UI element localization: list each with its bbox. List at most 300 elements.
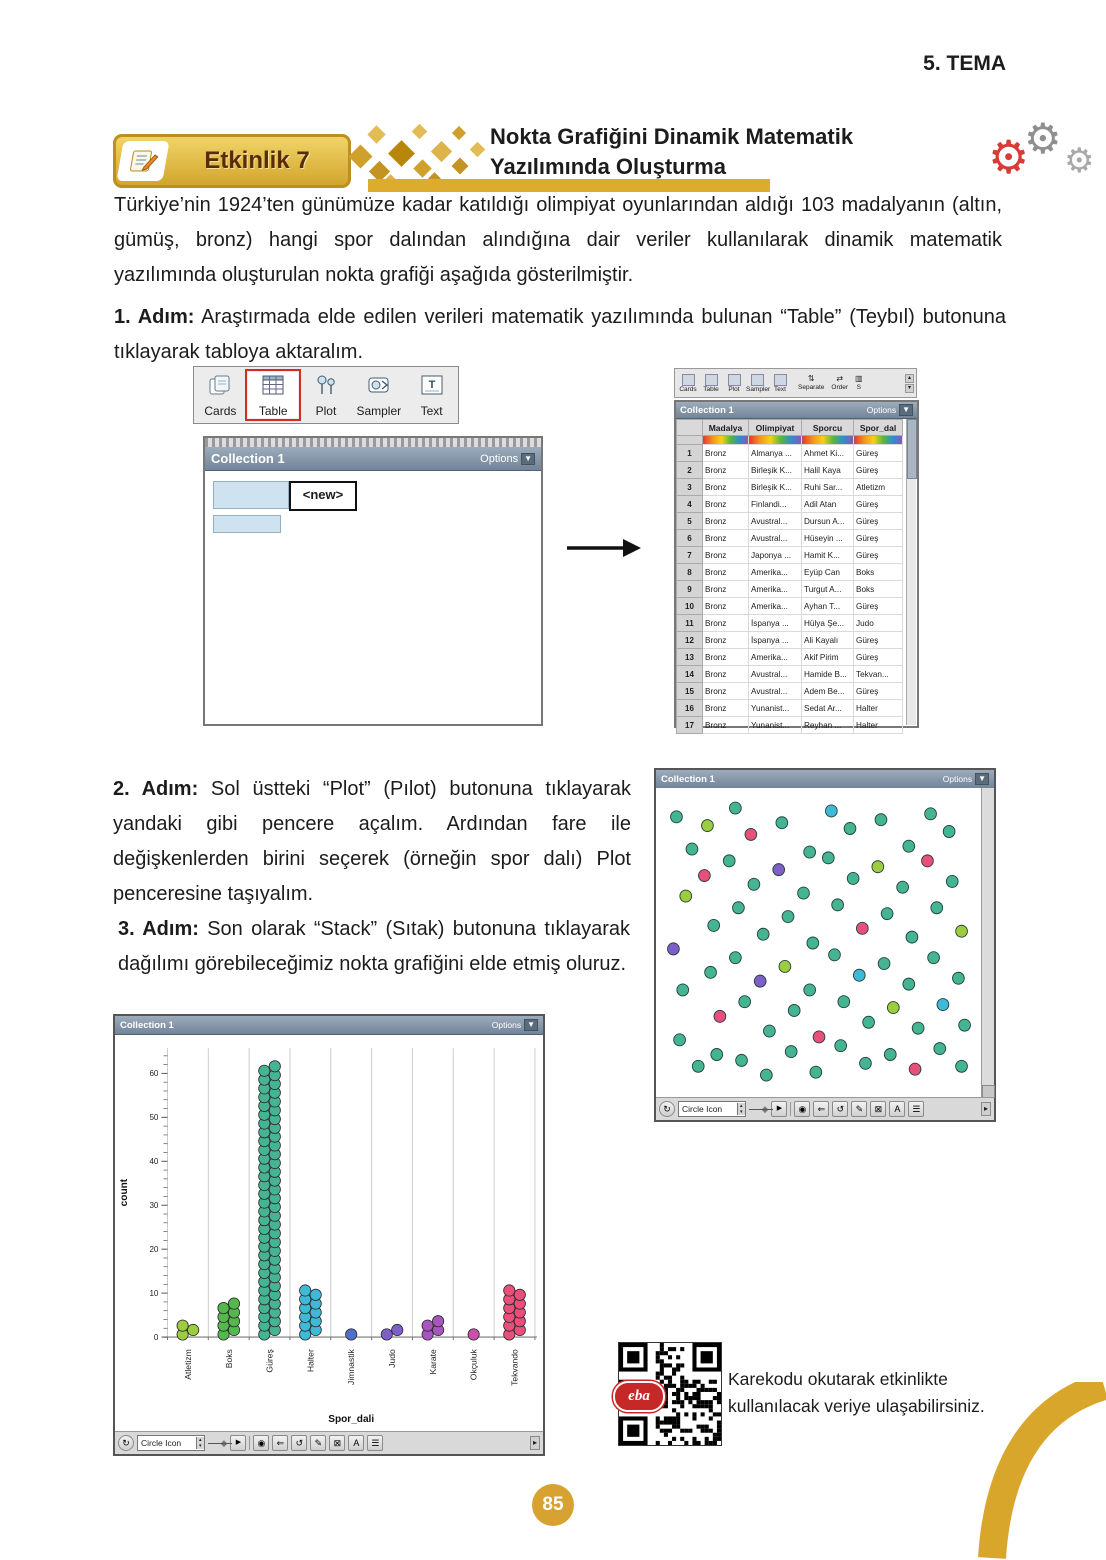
corner-arc-decoration — [978, 1382, 1106, 1560]
options-menu-button[interactable] — [867, 404, 913, 416]
case-dot[interactable] — [730, 952, 742, 964]
tool-button-pen[interactable]: ✎ — [310, 1435, 326, 1451]
table-cell[interactable]: Avustral... — [749, 530, 802, 547]
case-dot[interactable] — [714, 1010, 726, 1022]
table-row[interactable] — [677, 615, 903, 632]
mini-cards-button[interactable] — [677, 373, 699, 393]
plot-toolbar — [656, 1097, 994, 1120]
activity-badge — [113, 134, 351, 188]
case-dot[interactable] — [671, 811, 683, 823]
row-index-cell[interactable]: 4 — [677, 496, 703, 513]
tool-button-ruler[interactable]: A — [889, 1101, 905, 1117]
table-cell[interactable]: Halil Kaya — [802, 462, 854, 479]
toolbar-sampler-button[interactable] — [354, 372, 404, 418]
table-cell[interactable]: Bronz — [703, 496, 749, 513]
case-dot[interactable] — [943, 826, 955, 838]
table-cell[interactable]: Güreş — [854, 530, 903, 547]
table-cell[interactable]: Güreş — [854, 547, 903, 564]
rerandomize-button[interactable] — [118, 1435, 134, 1451]
table-cell[interactable]: Reyhan ... — [802, 717, 854, 734]
table-cell[interactable]: Güreş — [854, 513, 903, 530]
play-button[interactable]: ▶ — [771, 1101, 787, 1117]
case-dot[interactable] — [773, 864, 785, 876]
case-dot[interactable] — [956, 925, 968, 937]
case-dot[interactable] — [928, 952, 940, 964]
gears-decoration — [988, 115, 1106, 198]
table-cell[interactable]: Halter — [854, 700, 903, 717]
table-row[interactable] — [677, 496, 903, 513]
case-dot[interactable] — [730, 802, 742, 814]
icon-style-dropdown[interactable] — [678, 1101, 746, 1117]
table-row[interactable] — [677, 649, 903, 666]
table-cell[interactable]: Bronz — [703, 479, 749, 496]
mini-sampler-label: Sampler — [746, 385, 771, 393]
case-dot[interactable] — [708, 919, 720, 931]
table-cell[interactable]: Turgut A... — [802, 581, 854, 598]
toolbar-table-button[interactable] — [248, 372, 298, 418]
options-menu-button[interactable] — [480, 453, 535, 465]
case-dot[interactable] — [804, 984, 816, 996]
table-cell[interactable]: Amerika... — [749, 581, 802, 598]
mini-text-button[interactable] — [769, 373, 791, 393]
stepper-icon[interactable]: ▴ ▾ — [737, 1103, 745, 1115]
case-dot[interactable] — [310, 1289, 321, 1300]
case-dot[interactable] — [881, 908, 893, 920]
row-index-cell[interactable]: 16 — [677, 700, 703, 717]
refresh-icon: ↻ — [663, 1104, 671, 1114]
case-dot[interactable] — [931, 902, 943, 914]
toolbar-plot-button[interactable] — [301, 372, 351, 418]
table-cell[interactable]: Güreş — [854, 496, 903, 513]
stack-button[interactable] — [855, 375, 863, 391]
case-dot[interactable] — [269, 1061, 280, 1072]
row-index-cell[interactable]: 2 — [677, 462, 703, 479]
table-cell[interactable]: Avustral... — [749, 683, 802, 700]
tool-button-stamp[interactable]: ◉ — [253, 1435, 269, 1451]
activity-title-line1: Nokta Grafiğini Dinamik Matematik — [490, 124, 854, 149]
dot-plot-area[interactable] — [115, 1034, 543, 1430]
case-dot[interactable] — [776, 817, 788, 829]
case-dot[interactable] — [757, 928, 769, 940]
x-category-label: Boks — [223, 1349, 234, 1369]
table-row[interactable] — [677, 632, 903, 649]
collection-body — [205, 471, 541, 724]
row-index-cell[interactable]: 3 — [677, 479, 703, 496]
scrollbar-thumb[interactable] — [907, 419, 917, 479]
table-cell[interactable]: Boks — [854, 564, 903, 581]
table-row[interactable] — [677, 462, 903, 479]
case-dot[interactable] — [785, 1046, 797, 1058]
chevron-down-icon: ▼ — [975, 773, 989, 785]
window-title: Collection 1 — [661, 773, 715, 785]
row-index-cell[interactable]: 5 — [677, 513, 703, 530]
table-row[interactable] — [677, 700, 903, 717]
case-dot[interactable] — [903, 978, 915, 990]
table-row[interactable] — [677, 445, 903, 462]
row-index-cell[interactable]: 1 — [677, 445, 703, 462]
attribute-color-legend-row — [677, 436, 903, 445]
table-icon — [260, 372, 286, 398]
case-dot[interactable] — [782, 911, 794, 923]
table-cell[interactable]: Bronz — [703, 513, 749, 530]
table-cell[interactable]: Bronz — [703, 445, 749, 462]
case-dot[interactable] — [504, 1285, 515, 1296]
case-dot[interactable] — [745, 828, 757, 840]
table-cell[interactable]: Güreş — [854, 649, 903, 666]
case-dot[interactable] — [946, 875, 958, 887]
row-index-cell[interactable]: 13 — [677, 649, 703, 666]
case-dot[interactable] — [872, 861, 884, 873]
case-dot[interactable] — [860, 1057, 872, 1069]
row-index-cell[interactable]: 7 — [677, 547, 703, 564]
case-dot[interactable] — [764, 1025, 776, 1037]
table-row[interactable] — [677, 598, 903, 615]
table-cell[interactable]: Akif Pirim — [802, 649, 854, 666]
case-dot[interactable] — [711, 1049, 723, 1061]
window-resize-handle[interactable]: ▸ — [981, 1102, 991, 1116]
case-dot[interactable] — [875, 814, 887, 826]
table-cell[interactable]: Bronz — [703, 530, 749, 547]
table-cell[interactable]: Bronz — [703, 717, 749, 734]
row-index-cell[interactable]: 14 — [677, 666, 703, 683]
diamond-icon — [367, 125, 385, 143]
diamond-icon — [452, 126, 466, 140]
case-dot[interactable] — [432, 1316, 443, 1327]
arrow-down-icon: ▾ — [905, 384, 914, 393]
table-cell[interactable]: Finlandi... — [749, 496, 802, 513]
row-index-cell[interactable]: 17 — [677, 717, 703, 734]
table-cell[interactable]: Adem Be... — [802, 683, 854, 700]
case-dot[interactable] — [903, 840, 915, 852]
order-label: Order — [831, 383, 849, 391]
dot-plot-window — [113, 1014, 545, 1456]
table-window — [674, 400, 919, 728]
table-cell[interactable]: Bronz — [703, 666, 749, 683]
case-dot[interactable] — [856, 922, 868, 934]
table-cell[interactable]: Yunanist... — [749, 717, 802, 734]
options-label: Options — [942, 774, 973, 784]
mini-scroll-buttons[interactable] — [905, 374, 914, 393]
table-cell[interactable]: Güreş — [854, 632, 903, 649]
y-axis-title: count — [119, 1178, 131, 1207]
table-row[interactable] — [677, 666, 903, 683]
window-title: Collection 1 — [211, 451, 285, 466]
case-dot[interactable] — [259, 1065, 270, 1076]
case-dot[interactable] — [300, 1285, 311, 1296]
scatter-titlebar[interactable] — [656, 770, 994, 789]
case-dot[interactable] — [736, 1054, 748, 1066]
table-row[interactable] — [677, 547, 903, 564]
case-dot[interactable] — [804, 846, 816, 858]
step1-label: 1. Adım: — [114, 306, 195, 328]
window-resize-handle[interactable]: ▸ — [530, 1436, 540, 1450]
gear-icon: ⚙ — [1064, 142, 1095, 180]
case-dot[interactable] — [228, 1298, 239, 1309]
case-dot[interactable] — [835, 1040, 847, 1052]
rerandomize-button[interactable] — [659, 1101, 675, 1117]
mini-toolbar — [674, 368, 917, 398]
table-cell[interactable]: Hüseyin ... — [802, 530, 854, 547]
row-index-cell[interactable]: 6 — [677, 530, 703, 547]
case-dot[interactable] — [798, 887, 810, 899]
table-cell[interactable]: Hamit K... — [802, 547, 854, 564]
table-cell[interactable]: Halter — [854, 717, 903, 734]
tool-button-back[interactable]: ⇐ — [272, 1435, 288, 1451]
table-cell[interactable]: Eyüp Can — [802, 564, 854, 581]
table-cell[interactable]: Atletizm — [854, 479, 903, 496]
case-dot[interactable] — [668, 943, 680, 955]
table-cell[interactable]: Bronz — [703, 462, 749, 479]
case-dot[interactable] — [733, 902, 745, 914]
column-header[interactable] — [677, 420, 703, 436]
y-tick-label: 20 — [149, 1244, 159, 1255]
table-cell[interactable]: Judo — [854, 615, 903, 632]
case-dot[interactable] — [346, 1329, 357, 1340]
table-cell[interactable]: Bronz — [703, 632, 749, 649]
case-dot[interactable] — [925, 808, 937, 820]
column-header[interactable]: Madalya — [703, 420, 749, 436]
case-dot[interactable] — [813, 1031, 825, 1043]
table-cell[interactable]: Tekvan... — [854, 666, 903, 683]
dotplot-titlebar[interactable] — [115, 1016, 543, 1035]
case-dot[interactable] — [847, 872, 859, 884]
scatter-plot-area[interactable] — [656, 788, 982, 1098]
attribute-header-cell[interactable] — [213, 481, 289, 509]
table-cell[interactable]: Birleşik K... — [749, 479, 802, 496]
table-row[interactable] — [677, 683, 903, 700]
step1-text: Araştırmada elde edilen verileri matematik yazılımında bulunan “Table” (Teybıl) butonuna tıklayarak tabloya aktaralım. — [114, 306, 1006, 363]
table-row[interactable] — [677, 530, 903, 547]
case-dot[interactable] — [822, 852, 834, 864]
case-dot[interactable] — [705, 966, 717, 978]
table-cell[interactable]: Boks — [854, 581, 903, 598]
case-dot[interactable] — [754, 975, 766, 987]
case-dot[interactable] — [723, 855, 735, 867]
column-header[interactable]: Spor_dal — [854, 420, 903, 436]
table-cell[interactable]: Ahmet Ki... — [802, 445, 854, 462]
case-dot[interactable] — [810, 1066, 822, 1078]
case-dot[interactable] — [922, 855, 934, 867]
table-cell[interactable]: Yunanist... — [749, 700, 802, 717]
case-dot[interactable] — [468, 1329, 479, 1340]
table-cell[interactable]: Güreş — [854, 462, 903, 479]
case-dot[interactable] — [832, 899, 844, 911]
x-axis-title: Spor_dali — [328, 1413, 375, 1425]
x-category-label: Atletizm — [182, 1349, 193, 1380]
case-dot[interactable] — [878, 958, 890, 970]
tool-button-rotate[interactable]: ↺ — [291, 1435, 307, 1451]
cards-icon — [207, 372, 233, 398]
case-dot[interactable] — [844, 823, 856, 835]
order-icon: ⇄ — [836, 374, 844, 384]
toolbar-text-button[interactable] — [407, 372, 457, 418]
table-cell[interactable]: Bronz — [703, 615, 749, 632]
step3-text: Son olarak “Stack” (Sıtak) butonuna tıklayarak dağılımı görebileceğimiz nokta grafiğini elde etmiş oluruz. — [118, 918, 631, 975]
case-dot[interactable] — [677, 984, 689, 996]
table-cell[interactable]: Birleşik K... — [749, 462, 802, 479]
collection-titlebar[interactable] — [205, 447, 541, 471]
table-row[interactable] — [677, 479, 903, 496]
qr-code — [618, 1342, 722, 1446]
table-cell[interactable]: Ayhan T... — [802, 598, 854, 615]
table-row[interactable] — [677, 564, 903, 581]
tool-button-stamp[interactable]: ◉ — [794, 1101, 810, 1117]
options-menu-button[interactable] — [943, 773, 989, 785]
row-index-cell[interactable]: 15 — [677, 683, 703, 700]
row-index-cell[interactable]: 10 — [677, 598, 703, 615]
case-dot[interactable] — [959, 1019, 971, 1031]
case-dot[interactable] — [674, 1034, 686, 1046]
row-index-cell[interactable]: 12 — [677, 632, 703, 649]
new-attribute-cell[interactable]: <new> — [289, 481, 357, 511]
mini-table-button[interactable] — [700, 373, 722, 393]
table-row[interactable] — [677, 581, 903, 598]
case-dot[interactable] — [897, 881, 909, 893]
notebook-pencil-icon — [116, 141, 169, 181]
case-dot[interactable] — [934, 1043, 946, 1055]
row-index-cell[interactable]: 11 — [677, 615, 703, 632]
case-dot[interactable] — [906, 931, 918, 943]
icon-style-dropdown[interactable] — [137, 1435, 205, 1451]
case-dot[interactable] — [825, 805, 837, 817]
table-icon — [705, 374, 718, 386]
case-dot[interactable] — [909, 1063, 921, 1075]
table-cell[interactable]: Bronz — [703, 581, 749, 598]
table-cell[interactable]: Güreş — [854, 683, 903, 700]
case-cell[interactable] — [213, 515, 281, 533]
case-dot[interactable] — [392, 1324, 403, 1335]
diamond-icon — [413, 159, 431, 177]
table-cell[interactable]: Güreş — [854, 598, 903, 615]
case-dot[interactable] — [381, 1329, 392, 1340]
case-dot[interactable] — [937, 999, 949, 1011]
table-scrollbar[interactable] — [906, 419, 916, 725]
table-row[interactable] — [677, 717, 903, 734]
toolbar-cards-label: Cards — [204, 404, 237, 418]
collection-hatch-strip — [205, 438, 541, 447]
row-index-cell[interactable]: 9 — [677, 581, 703, 598]
toolbar-divider — [249, 1436, 250, 1450]
tool-button-menu[interactable]: ☰ — [908, 1101, 924, 1117]
order-button[interactable] — [831, 375, 848, 391]
table-header-row — [677, 420, 903, 436]
case-dot[interactable] — [218, 1302, 229, 1313]
case-dot[interactable] — [838, 996, 850, 1008]
table-cell[interactable]: Amerika... — [749, 564, 802, 581]
column-header[interactable]: Olimpiyat — [749, 420, 802, 436]
case-dot[interactable] — [956, 1060, 968, 1072]
vertical-scrollbar[interactable] — [981, 788, 994, 1098]
case-dot[interactable] — [177, 1320, 188, 1331]
case-dot[interactable] — [912, 1022, 924, 1034]
arrow-up-icon: ▴ — [905, 374, 914, 383]
table-cell[interactable]: Adil Atan — [802, 496, 854, 513]
case-dot[interactable] — [887, 1002, 899, 1014]
column-header[interactable]: Sporcu — [802, 420, 854, 436]
table-cell[interactable]: Hülya Şe... — [802, 615, 854, 632]
options-menu-button[interactable] — [492, 1019, 538, 1031]
mini-plot-button[interactable] — [723, 373, 745, 393]
table-cell[interactable]: Bronz — [703, 547, 749, 564]
table-cell[interactable]: Dursun A... — [802, 513, 854, 530]
case-dot[interactable] — [692, 1060, 704, 1072]
case-dot[interactable] — [514, 1289, 525, 1300]
tool-button-ruler[interactable]: A — [348, 1435, 364, 1451]
tool-button-eraser[interactable]: ⊠ — [870, 1101, 886, 1117]
case-dot[interactable] — [853, 969, 865, 981]
software-screenshot-empty-table — [193, 364, 543, 726]
case-dot[interactable] — [863, 1016, 875, 1028]
diamond-icon — [431, 141, 452, 162]
case-dot[interactable] — [807, 937, 819, 949]
table-cell[interactable]: İspanya ... — [749, 615, 802, 632]
table-cell[interactable]: İspanya ... — [749, 632, 802, 649]
table-cell[interactable]: Amerika... — [749, 598, 802, 615]
table-cell[interactable]: Avustral... — [749, 513, 802, 530]
case-dot[interactable] — [788, 1004, 800, 1016]
separate-button[interactable] — [798, 375, 824, 391]
case-dot[interactable] — [748, 878, 760, 890]
table-cell[interactable]: Almanya ... — [749, 445, 802, 462]
case-dot[interactable] — [953, 972, 965, 984]
table-cell[interactable]: Bronz — [703, 564, 749, 581]
table-cell[interactable]: Amerika... — [749, 649, 802, 666]
x-category-label: Karate — [427, 1349, 438, 1375]
text-icon — [774, 374, 787, 386]
toolbar-text-label: Text — [420, 404, 443, 418]
case-dot[interactable] — [829, 949, 841, 961]
row-index-cell[interactable]: 8 — [677, 564, 703, 581]
case-dot[interactable] — [699, 870, 711, 882]
tool-button-rotate[interactable]: ↺ — [832, 1101, 848, 1117]
case-dot[interactable] — [884, 1049, 896, 1061]
table-cell[interactable]: Bronz — [703, 683, 749, 700]
tool-button-menu[interactable]: ☰ — [367, 1435, 383, 1451]
data-table[interactable] — [676, 419, 903, 734]
scatter-plot-window — [654, 768, 996, 1122]
tool-button-pen[interactable]: ✎ — [851, 1101, 867, 1117]
tool-button-back[interactable]: ⇐ — [813, 1101, 829, 1117]
case-dot[interactable] — [686, 843, 698, 855]
table-titlebar[interactable] — [676, 402, 917, 419]
case-dot[interactable] — [779, 960, 791, 972]
table-cell[interactable]: Güreş — [854, 445, 903, 462]
case-dot[interactable] — [187, 1324, 198, 1335]
case-dot[interactable] — [702, 820, 714, 832]
table-cell[interactable]: Hamide B... — [802, 666, 854, 683]
table-cell[interactable]: Bronz — [703, 700, 749, 717]
tool-button-eraser[interactable]: ⊠ — [329, 1435, 345, 1451]
play-button[interactable]: ▶ — [230, 1435, 246, 1451]
table-cell[interactable]: Avustral... — [749, 666, 802, 683]
x-category-label: Judo — [387, 1349, 398, 1368]
case-dot[interactable] — [739, 996, 751, 1008]
stepper-icon[interactable]: ▴ ▾ — [196, 1437, 204, 1449]
toolbar-cards-button[interactable] — [195, 372, 245, 418]
case-dot[interactable] — [422, 1320, 433, 1331]
table-cell[interactable]: Bronz — [703, 649, 749, 666]
mini-sampler-button[interactable] — [746, 373, 771, 393]
table-row[interactable] — [677, 513, 903, 530]
table-cell[interactable]: Bronz — [703, 598, 749, 615]
table-cell[interactable]: Ruhi Sar... — [802, 479, 854, 496]
y-tick-label: 60 — [149, 1069, 159, 1079]
table-cell[interactable]: Japonya ... — [749, 547, 802, 564]
case-dot[interactable] — [680, 890, 692, 902]
table-cell[interactable]: Sedat Ar... — [802, 700, 854, 717]
table-cell[interactable]: Ali Kayalı — [802, 632, 854, 649]
case-dot[interactable] — [760, 1069, 772, 1081]
